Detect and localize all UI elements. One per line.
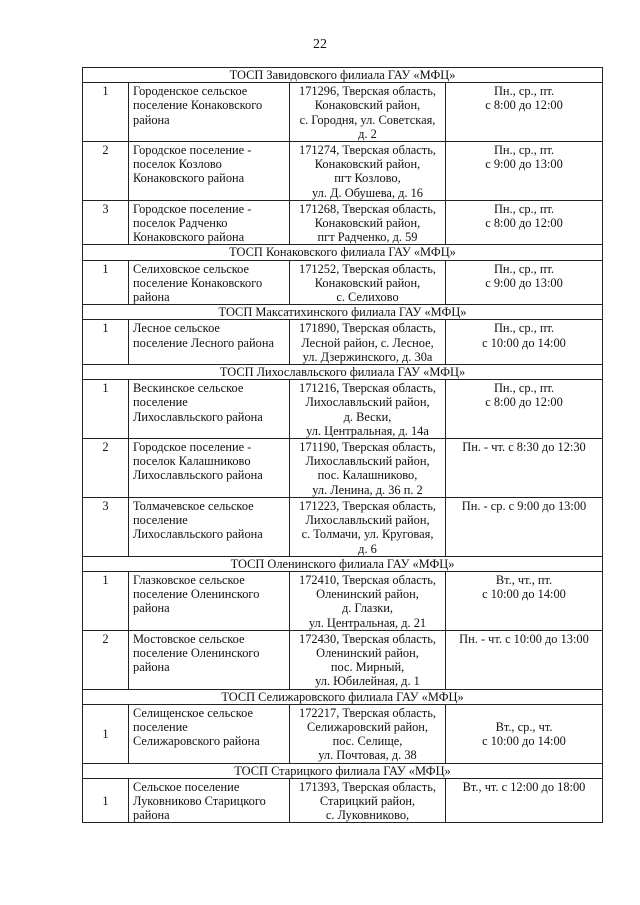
row-number: 1 (83, 778, 129, 823)
row-number: 3 (83, 200, 129, 245)
row-number: 1 (83, 380, 129, 439)
row-number: 1 (83, 704, 129, 763)
row-number: 2 (83, 142, 129, 201)
table-row (83, 704, 603, 763)
settlement-name: Городенское сельское поселение Конаковского района (129, 83, 290, 142)
work-schedule: Вт., ср., чт. с 10:00 до 14:00 (446, 704, 603, 763)
table-row (83, 320, 603, 365)
settlement-name: Городское поселение - поселок Калашниково Лихославльского района (129, 439, 290, 498)
settlement-name: Селищенское сельское поселение Селижаровского района (129, 704, 290, 763)
table-row (83, 630, 603, 689)
section-heading: ТОСП Максатихинского филиала ГАУ «МФЦ» (83, 305, 603, 320)
section-heading: ТОСП Лихославльского филиала ГАУ «МФЦ» (83, 365, 603, 380)
section-heading-row (83, 365, 603, 380)
work-schedule: Пн. - чт. с 8:30 до 12:30 (446, 439, 603, 498)
work-schedule: Вт., чт., пт. с 10:00 до 14:00 (446, 571, 603, 630)
section-heading: ТОСП Оленинского филиала ГАУ «МФЦ» (83, 556, 603, 571)
office-address: 172217, Тверская область, Селижаровский район, пос. Селище, ул. Почтовая, д. 38 (290, 704, 446, 763)
section-heading-row (83, 689, 603, 704)
row-number: 1 (83, 260, 129, 305)
work-schedule: Пн., ср., пт. с 8:00 до 12:00 (446, 380, 603, 439)
table-row (83, 778, 603, 823)
row-number: 3 (83, 497, 129, 556)
office-address: 171223, Тверская область, Лихославльский район, с. Толмачи, ул. Круговая, д. 6 (290, 497, 446, 556)
row-number: 1 (83, 83, 129, 142)
work-schedule: Пн. - ср. с 9:00 до 13:00 (446, 497, 603, 556)
section-heading: ТОСП Конаковского филиала ГАУ «МФЦ» (83, 245, 603, 260)
section-heading-row (83, 305, 603, 320)
page-number: 22 (313, 37, 327, 52)
table-row (83, 200, 603, 245)
settlement-name: Вескинское сельское поселение Лихославльского района (129, 380, 290, 439)
section-heading-row (83, 763, 603, 778)
office-address: 171393, Тверская область, Старицкий район, с. Луковниково, (290, 778, 446, 823)
table-row (83, 260, 603, 305)
row-number: 2 (83, 439, 129, 498)
settlement-name: Глазковское сельское поселение Оленинского района (129, 571, 290, 630)
row-number: 2 (83, 630, 129, 689)
section-heading: ТОСП Завидовского филиала ГАУ «МФЦ» (83, 68, 603, 83)
settlement-name: Городское поселение - поселок Козлово Конаковского района (129, 142, 290, 201)
settlement-name: Сельское поселение Луковниково Старицкого района (129, 778, 290, 823)
section-heading: ТОСП Селижаровского филиала ГАУ «МФЦ» (83, 689, 603, 704)
work-schedule: Пн., ср., пт. с 8:00 до 12:00 (446, 83, 603, 142)
section-heading-row (83, 245, 603, 260)
table-row (83, 439, 603, 498)
office-address: 171890, Тверская область, Лесной район, с. Лесное, ул. Дзержинского, д. 30а (290, 320, 446, 365)
work-schedule: Пн., ср., пт. с 8:00 до 12:00 (446, 200, 603, 245)
office-address: 171252, Тверская область, Конаковский район, с. Селихово (290, 260, 446, 305)
table-row (83, 571, 603, 630)
work-schedule: Вт., чт. с 12:00 до 18:00 (446, 778, 603, 823)
row-number: 1 (83, 571, 129, 630)
section-heading-row (83, 556, 603, 571)
work-schedule: Пн., ср., пт. с 9:00 до 13:00 (446, 260, 603, 305)
section-heading-row (83, 68, 603, 83)
work-schedule: Пн. - чт. с 10:00 до 13:00 (446, 630, 603, 689)
office-address: 171268, Тверская область, Конаковский район, пгт Радченко, д. 59 (290, 200, 446, 245)
office-address: 171216, Тверская область, Лихославльский район, д. Вески, ул. Центральная, д. 14а (290, 380, 446, 439)
table-row (83, 142, 603, 201)
settlement-name: Лесное сельское поселение Лесного района (129, 320, 290, 365)
table-row (83, 497, 603, 556)
settlement-name: Толмачевское сельское поселение Лихославльского района (129, 497, 290, 556)
office-address: 171274, Тверская область, Конаковский район, пгт Козлово, ул. Д. Обушева, д. 16 (290, 142, 446, 201)
settlement-name: Селиховское сельское поселение Конаковского района (129, 260, 290, 305)
office-address: 171190, Тверская область, Лихославльский район, пос. Калашниково, ул. Ленина, д. 36 п. 2 (290, 439, 446, 498)
work-schedule: Пн., ср., пт. с 10:00 до 14:00 (446, 320, 603, 365)
section-heading: ТОСП Старицкого филиала ГАУ «МФЦ» (83, 763, 603, 778)
table-row (83, 380, 603, 439)
row-number: 1 (83, 320, 129, 365)
branches-table (82, 67, 603, 823)
settlement-name: Мостовское сельское поселение Оленинского района (129, 630, 290, 689)
table-row (83, 83, 603, 142)
work-schedule: Пн., ср., пт. с 9:00 до 13:00 (446, 142, 603, 201)
office-address: 172430, Тверская область, Оленинский район, пос. Мирный, ул. Юбилейная, д. 1 (290, 630, 446, 689)
office-address: 172410, Тверская область, Оленинский район, д. Глазки, ул. Центральная, д. 21 (290, 571, 446, 630)
settlement-name: Городское поселение - поселок Радченко Конаковского района (129, 200, 290, 245)
office-address: 171296, Тверская область, Конаковский район, с. Городня, ул. Советская, д. 2 (290, 83, 446, 142)
